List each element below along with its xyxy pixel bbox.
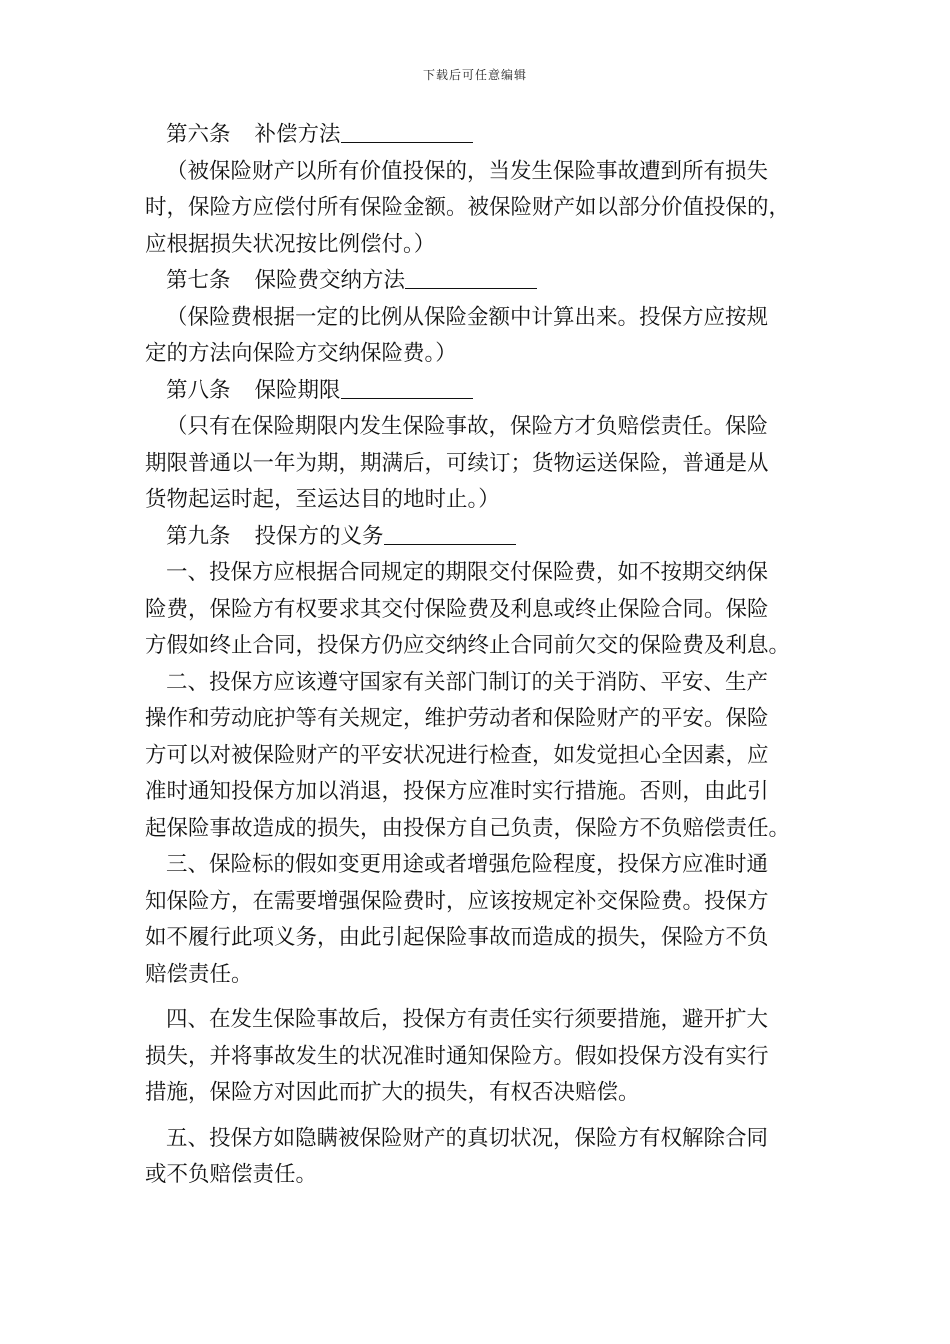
paragraph-line: 措施，保险方对因此而扩大的损失，有权否决赔偿。 — [145, 1080, 640, 1105]
paragraph-line: 时，保险方应偿付所有保险金额。被保险财产如以部分价值投保的， — [145, 195, 791, 220]
paragraph-line: 操作和劳动庇护等有关规定，维护劳动者和保险财产的平安。保险 — [145, 706, 769, 731]
paragraph-line: 赔偿责任。 — [145, 961, 253, 987]
fill-in-blank — [405, 266, 537, 289]
paragraph-line: 或不负赔偿责任。 — [145, 1162, 318, 1187]
document-body — [145, 117, 815, 1194]
article-title: 补偿方法 — [254, 122, 341, 147]
paragraph-line: （只有在保险期限内发生保险事故，保险方才负赔偿责任。保险 — [166, 414, 769, 439]
fill-in-blank — [341, 120, 473, 143]
paragraph-line: 起保险事故造成的损失，由投保方自己负责，保险方不负赔偿责任。 — [145, 815, 791, 841]
paragraph-line: 方可以对被保险财产的平安状况进行检查，如发觉担心全因素，应 — [145, 742, 769, 768]
paragraph-line: 二、投保方应该遵守国家有关部门制订的关于消防、平安、生产 — [166, 669, 769, 695]
article-title: 保险期限 — [254, 377, 341, 403]
paragraph-line: 如不履行此项义务，由此引起保险事故而造成的损失，保险方不负 — [145, 925, 769, 950]
paragraph-line: （保险费根据一定的比例从保险金额中计算出来。投保方应按规 — [166, 304, 769, 330]
paragraph-line: 损失，并将事故发生的状况准时通知保险方。假如投保方没有实行 — [145, 1043, 769, 1069]
article-6-heading — [145, 117, 815, 154]
article-number: 第七条 — [166, 268, 231, 293]
fill-in-blank — [384, 522, 516, 545]
paragraph-line: 知保险方，在需要增强保险费时，应该按规定补交保险费。投保方 — [145, 888, 769, 914]
article-number: 第六条 — [166, 122, 231, 147]
paragraph-line: 三、保险标的假如变更用途或者增强危险程度，投保方应准时通 — [166, 852, 769, 877]
paragraph-line: 应根据损失状况按比例偿付。） — [145, 231, 436, 257]
article-number: 第九条 — [166, 523, 231, 549]
page-header-note: 下载后可任意编辑 — [422, 68, 527, 82]
article-number: 第八条 — [166, 377, 231, 403]
article-title: 投保方的义务 — [254, 523, 384, 549]
article-title: 保险费交纳方法 — [254, 268, 406, 293]
article-9-heading — [145, 519, 815, 556]
paragraph-line: 五、投保方如隐瞒被保险财产的真切状况，保险方有权解除合同 — [166, 1125, 769, 1151]
paragraph-line: 准时通知投保方加以消退，投保方应准时实行措施。否则，由此引 — [145, 779, 769, 804]
paragraph-line: 货物起运时起，至运达目的地时止。） — [145, 487, 500, 512]
paragraph-line: （被保险财产以所有价值投保的，当发生保险事故遭到所有损失 — [166, 158, 769, 184]
paragraph-line: 定的方法向保险方交纳保险费。） — [145, 341, 457, 366]
fill-in-blank — [341, 376, 473, 399]
article-8-heading — [145, 373, 815, 410]
paragraph-line: 一、投保方应根据合同规定的期限交付保险费，如不按期交纳保 — [166, 560, 769, 585]
paragraph-line: 方假如终止合同，投保方仍应交纳终止合同前欠交的保险费及利息。 — [145, 633, 791, 658]
paragraph-line: 险费，保险方有权要求其交付保险费及利息或终止保险合同。保险 — [145, 596, 769, 622]
article-7-heading — [145, 263, 815, 300]
paragraph-line: 期限普通以一年为期，期满后，可续订；货物运送保险，普通是从 — [145, 450, 769, 476]
paragraph-line: 四、在发生保险事故后，投保方有责任实行须要措施，避开扩大 — [166, 1007, 769, 1032]
